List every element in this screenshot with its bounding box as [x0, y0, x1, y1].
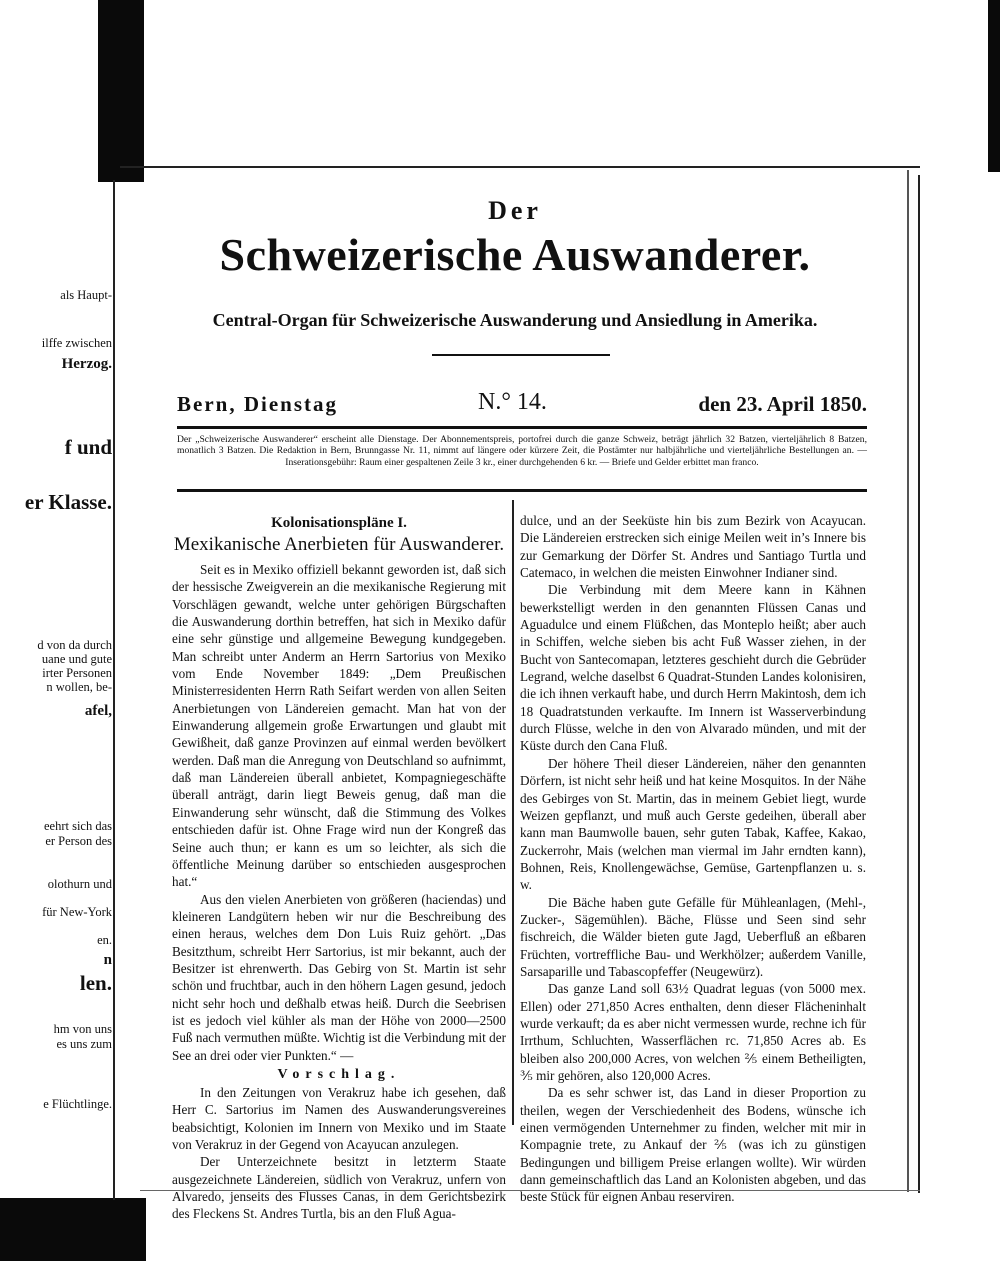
masthead-title: Schweizerische Auswanderer. [219, 229, 811, 280]
fragment-text: es uns zum [56, 1037, 112, 1051]
facing-page-edge [113, 180, 115, 1200]
paragraph: In den Zeitungen von Verakruz habe ich gesehen, daß Herr C. Sartorius im Namen des Auswanderungsvereines beabsichtigt, Kolonien im Innern von Mexiko und im Staate von Verakruz in der Gegend von Acayucan anzulegen. [172, 1084, 506, 1152]
fragment-text: en. [97, 933, 112, 947]
scan-edge-right [988, 0, 1000, 172]
fragment-text: len. [79, 971, 112, 995]
fragment-text: ilffe zwischen [41, 336, 112, 350]
section-heading: Vorschlag. [277, 1066, 401, 1082]
fragment-text: er Klasse. [24, 490, 112, 514]
paragraph: Die Bäche haben gute Gefälle für Mühleanlagen, (Mehl-, Zucker-, Sägemühlen). Bäche, Flüsse und Seen sind sehr fischreich, die Wälder bieten gute Jagd, Ueberfluß an eßbaren Früchten, vortreffliche Bau- und Werkhölzer; außerdem Vanille, Sarsaparille und Tabascopfeffer (Neugewürz). [520, 894, 866, 979]
binding-shadow-top [98, 0, 144, 182]
fragment-text: n [103, 953, 112, 968]
masthead-subtitle: Central-Organ für Schweizerische Auswanderung und Ansiedlung in Amerika. [212, 310, 818, 330]
fragment-text: e Flüchtlinge. [43, 1097, 112, 1111]
paragraph: Aus den vielen Anerbieten von größeren (haciendas) und kleineren Landgütern heben wir nur die Beschreibung des einen heraus, welches dem Don Luis Ruiz gehört. „Das Besitzthum, schreibt Herr Sartorius, ist mir bekannt, auch der Besitzer ist ehrenwerth. Das Gebirg von St. Martin ist sehr schön und fruchtbar, auch in den höhern Lagen gesund, jedoch nicht sehr hoch und deßhalb etwas heiß. Durch die Seebrisen ist es jedoch viel kühler als man der Höhe von 2000—2500 Fuß nach vermuthen müßte. Wichtig ist die Verbindung mit der See an drei oder vier Punkten.“ — [172, 891, 506, 1063]
masthead-article: Der [488, 196, 542, 225]
divider [432, 354, 610, 356]
fragment-text: hm von uns [53, 1022, 112, 1036]
article-kicker: Kolonisationspläne I. [271, 515, 407, 531]
article-column-left [172, 513, 506, 1223]
paragraph: Der Unterzeichnete besitzt in letzterm Staate ausgezeichnete Ländereien, südlich von Verakruz, unfern von Alvaredo, jenseits des Flusses Canas, in dem Gerichtsbezirk des Fleckens St. Andres Turtla, bis an den Fluß Agua- [172, 1154, 506, 1222]
issue-number: N.° 14. [478, 389, 547, 415]
fragment-text: als Haupt- [60, 288, 112, 302]
fragment-text: afel, [84, 704, 112, 719]
page-edge-top [120, 166, 920, 168]
binding-shadow-bottom [0, 1198, 146, 1261]
fragment-text: irter Personen [42, 666, 112, 680]
paragraph: Die Verbindung mit dem Meere kann in Kähnen bewerkstelligt werden in den genannten Flüssen Canas und Aguadulce und einem Flüßchen, das Monteplo heißt; aber auch in Schiffen, welche sieben bis acht Fuß Wasser ziehen, in der Bucht von Santecomapan, letzteres geschieht durch die Gebrüder Legrand, welche daselbst 6 Quadrat-Stunden Landes kolonisiren, die ich ihnen verkauft habe, und durch Herrn Makintosh, dem ich 18 Quadratstunden verkaufte. Im Innern ist Wasserverbindung durch Flüsse, welche in den von Alvarado münden, und mit der Küste durch den Cana Fluß. [520, 582, 866, 754]
page-edge-right-outer [918, 175, 920, 1193]
subscription-notice: Der „Schweizerische Auswanderer“ erscheint alle Dienstage. Der Abonnementspreis, portofrei durch die ganze Schweiz, beträgt jährlich 32 Batzen, vierteljährlich 8 Batzen, monatlich 3 Batzen. Die Redaktion in Bern, Brunngasse Nr. 11, nimmt auf längere oder kürzere Zeit, die Postämter nur halbjährliche und vierteljährliche Bestellungen an. — Inserationsgebühr: Raum einer gespaltenen Zeile 3 kr., einer durchgehenden 6 kr. — Briefe und Gelder erbittet man franco. [177, 434, 867, 468]
paragraph: Der höhere Theil dieser Ländereien, näher den genannten Dörfern, ist nicht sehr heiß und hat keine Mosquitos. In der Nähe des Gebirges von St. Martin, das in meinem Gebiet liegt, wurde Weizen gepflanzt, und muß auch Gerste gedeihen, überall aber kann man Baumwolle bauen, sehr guten Tabak, Kaffee, Kakao, Zuckerrohr, Mais (welchen man viermal im Jahr erndten kann), Bohnen, Reis, Knollengewächse, Gemüse, Gartenpflanzen u. s. w. [520, 755, 866, 893]
fragment-text: d von da durch [37, 638, 112, 652]
fragment-text: n wollen, be- [46, 680, 112, 694]
dateline-date: den 23. April 1850. [698, 392, 867, 416]
fragment-text: olothurn und [47, 877, 112, 891]
divider [177, 489, 867, 492]
dateline-place: Bern, Dienstag [177, 392, 338, 416]
paragraph: Das ganze Land soll 63½ Quadrat leguas (von 5000 mex. Ellen) oder 271,850 Acres enthalten, denn dieser Flächeninhalt wurde verkauft; da es aber nicht vermessen wurde, rechne ich für Irrthum, Schluchten, Wasserflächen rc. 71,850 Acres ab. Es bleiben also 200,000 Acres, von welchen ⅖ einem Betheiligten, ⅗ mir gehören, also 120,000 Acres. [520, 981, 866, 1083]
paragraph: Seit es in Mexiko offiziell bekannt geworden ist, daß sich der hessische Zweigverein an die mexikanische Regierung mit Vorschlägen gewandt, welche unter gehörigen Bürgschaften die Auswanderung dorthin betreffen, hat sich in Mexiko dafür eine sehr günstige und allgemeine Bewegung kundgegeben. Man schreibt unter Anderm an Herrn Sartorius von Mexiko vom Ende November 1849: „Dem Preußischen Ministerresidenten Herrn Rath Seifart werden von allen Seiten Anerbietungen von Ländereien gemacht. Man hat von der Einwanderung allgemein große Erwartungen und glaubt mit Gewißheit, daß ganze Provinzen auf einmal werden bevölkert werden. Daß man die Anregung von Deutschland so aufnimmt, daß man Ländereien überall anbietet, Kompagniegeschäfte überall anträgt, darin liegt Beweis genug, daß man die Einwanderung sehr wünscht, daß die Stimmung des Volkes entschieden dafür ist. Ohne Frage wird nun der Kongreß das Seine auch thun; er kann es um so leichter, als sich die öffentliche Meinung darüber so entschieden ausgesprochen hat.“ [172, 562, 506, 890]
fragment-text: Herzog. [61, 357, 112, 372]
fragment-text: für New-York [42, 905, 112, 919]
divider [177, 426, 867, 429]
fragment-text: eehrt sich das [43, 819, 112, 833]
paragraph: dulce, und an der Seeküste hin bis zum Bezirk von Acayucan. Die Ländereien erstrecken sich einige Meilen weit in’s Innere bis zur Gemarkung der Dörfer St. Andres und Santiago Turtla und Catemaco, in welchen die meisten Einwohner Indianer sind. [520, 513, 866, 581]
fragment-text: er Person des [45, 834, 112, 848]
paragraph: Da es sehr schwer ist, das Land in dieser Proportion zu theilen, wegen der Verschiedenheit des Bodens, wünsche ich einen vermögenden Unternehmer zu finden, welcher mit mir in Kompagnie trete, zu Ankauf der ⅖ (was ich zu günstigen Bedingungen und billigem Preise erlangen wollte). Wir würden dann gemeinschaftlich das Land an Kolonisten abgeben, und das beste Stück für eignen Anbau reserviren. [520, 1085, 866, 1205]
column-divider [512, 500, 514, 1125]
article-headline: Mexikanische Anerbieten für Auswanderer. [173, 534, 505, 555]
fragment-text: f und [64, 435, 112, 459]
article-column-right [520, 512, 866, 1206]
fragment-text: uane und gute [41, 652, 112, 666]
